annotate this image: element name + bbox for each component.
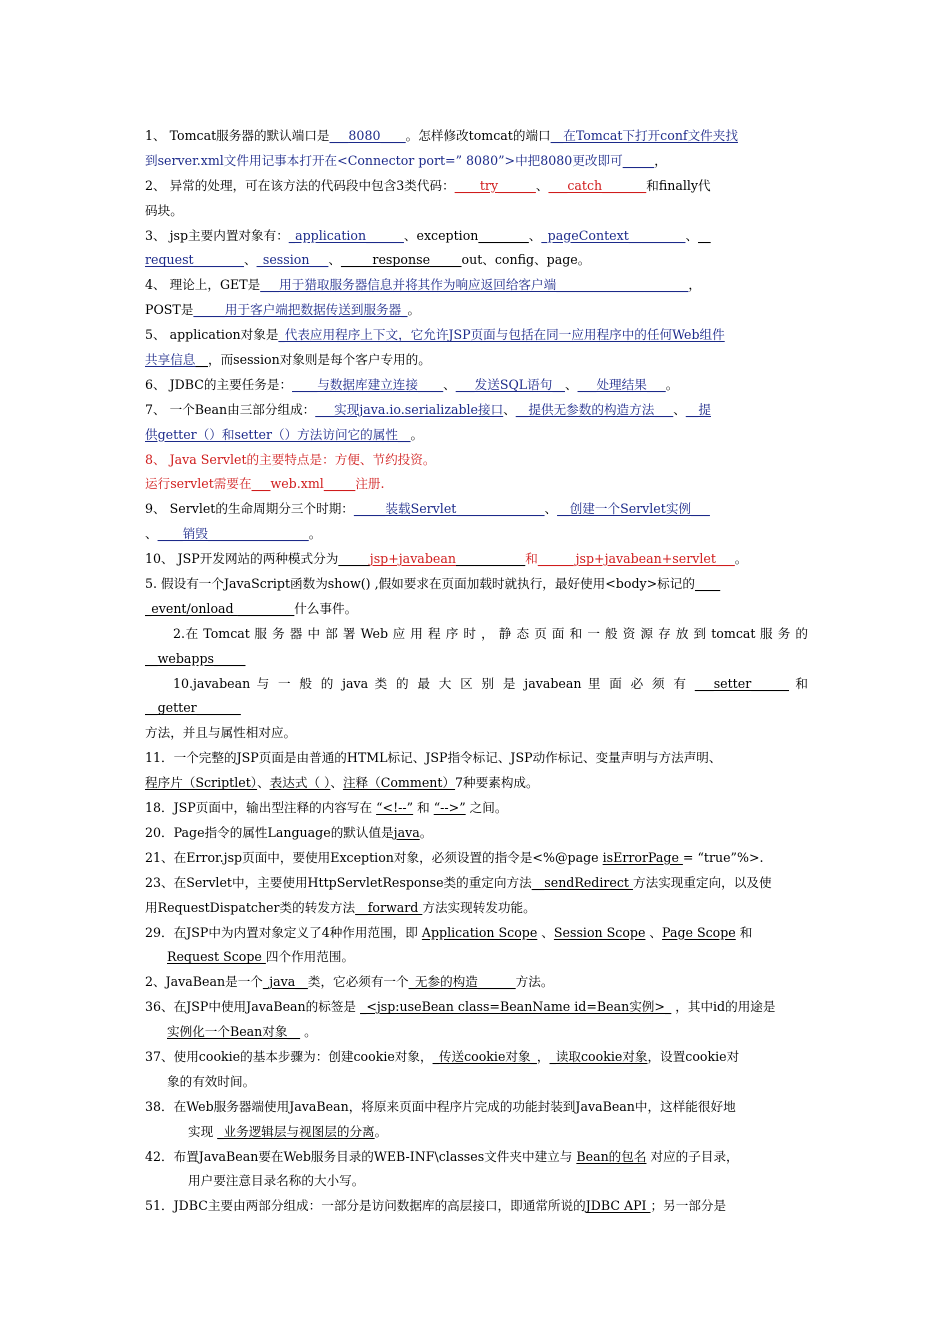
answer-blank: ____销毁________________ bbox=[157, 526, 309, 542]
text-segment: 、 bbox=[564, 376, 578, 392]
text-line bbox=[145, 1169, 808, 1194]
text-segment: = “true”%>. bbox=[682, 849, 764, 865]
answer-blank: _<jsp:useBean class=BeanName id=Bean实例>_ bbox=[360, 999, 672, 1015]
answer-blank: 程序片（Scriptlet） bbox=[145, 775, 258, 791]
text-line bbox=[145, 1145, 808, 1170]
answer-blank: _____装载Servlet______________ bbox=[353, 501, 545, 517]
answer-blank: 注释（Comment） bbox=[342, 775, 456, 791]
text-segment: 。 bbox=[308, 526, 322, 542]
text-segment: ， bbox=[654, 152, 667, 168]
text-segment: ，设置cookie对 bbox=[647, 1048, 740, 1064]
text-segment: 、 bbox=[330, 775, 343, 791]
text-segment: POST是 bbox=[145, 302, 194, 318]
text-segment: 和 bbox=[525, 551, 538, 567]
text-segment: 2、JavaBean是一个 bbox=[145, 974, 263, 990]
text-line bbox=[145, 273, 808, 298]
text-segment: 。 bbox=[374, 1123, 388, 1139]
answer-blank: _________ bbox=[237, 600, 295, 616]
text-segment: 四个作用范围。 bbox=[265, 949, 355, 965]
answer-blank: ___用于猎取服务器信息并将其作为响应返回给客户端_____________________ bbox=[260, 277, 689, 293]
text-segment: web.xml bbox=[270, 476, 324, 492]
answer-blank: 实例化一个Bean对象__ bbox=[167, 1024, 301, 1040]
text-segment: 2、 异常的处理，可在该方法的代码段中包含3类代码： bbox=[145, 177, 455, 193]
text-line bbox=[145, 597, 808, 622]
text-segment: 5. 假设有一个JavaScript函数为show() ,假如要求在页面加载时就执行，最好使用<body>标记的 bbox=[145, 576, 695, 592]
text-line bbox=[145, 970, 808, 995]
answer-blank: Bean的包名 bbox=[576, 1148, 647, 1164]
text-line bbox=[145, 672, 808, 697]
answer-blank: __提供无参数的构造方法___ bbox=[515, 401, 674, 417]
text-segment: 、exception bbox=[403, 227, 479, 243]
answer-blank: ___catch_______ bbox=[548, 177, 647, 193]
text-segment: 对应的子目录， bbox=[646, 1148, 739, 1164]
text-segment: 7、 一个Bean由三部分组成： bbox=[145, 401, 316, 417]
text-line bbox=[145, 174, 808, 199]
text-segment: 和 bbox=[735, 924, 753, 940]
text-segment: 、 bbox=[503, 401, 516, 417]
text-segment: 什么事件。 bbox=[294, 600, 358, 616]
text-segment: ， bbox=[688, 277, 702, 293]
text-segment: 。 bbox=[407, 302, 421, 318]
text-segment: 用户要注意目录名称的大小写。 bbox=[188, 1173, 365, 1189]
answer-blank: 供getter（）和setter（）方法访问它的属性__ bbox=[145, 426, 411, 442]
text-segment: 和 bbox=[789, 675, 808, 691]
answer-blank: __提 bbox=[685, 401, 711, 417]
text-line bbox=[145, 846, 808, 871]
answer-blank: _传送cookie对象_ bbox=[432, 1048, 537, 1064]
text-segment: 42．布置JavaBean要在Web服务目录的WEB-INF\classes文件夹中建立与 bbox=[145, 1148, 577, 1164]
text-line bbox=[145, 497, 808, 522]
answer-blank: jsp+javabean bbox=[369, 551, 456, 567]
text-segment: ，而session对象则是每个客户专用的。 bbox=[207, 352, 431, 368]
text-segment: 、 bbox=[443, 376, 456, 392]
answer-blank: ______jsp+javabean+servlet___ bbox=[537, 551, 735, 567]
text-segment: 象的有效时间。 bbox=[167, 1073, 256, 1089]
answer-blank: __在Tomcat下打开conf文件夹找 bbox=[550, 128, 738, 143]
text-segment: 29．在JSP中为内置对象定义了4种作用范围，即 bbox=[145, 924, 422, 940]
text-segment: 之间。 bbox=[465, 800, 508, 816]
text-segment: 23、在Servlet中，主要使用HttpServletResponse类的重定向方法 bbox=[145, 874, 532, 890]
answer-blank: __ bbox=[195, 352, 208, 368]
text-segment: 、 bbox=[685, 227, 699, 243]
answer-blank: isErrorPage bbox=[602, 849, 683, 865]
text-line bbox=[145, 696, 808, 721]
text-segment: 用RequestDispatcher类的转发方法 bbox=[145, 899, 356, 915]
text-line bbox=[145, 373, 808, 398]
answer-blank: “-->” bbox=[433, 800, 466, 816]
answer-blank: ___处理结果___ bbox=[577, 376, 666, 392]
text-segment: 类，它必须有一个 bbox=[307, 974, 409, 990]
text-segment: 、 bbox=[645, 924, 663, 940]
text-line bbox=[145, 721, 808, 746]
text-line bbox=[145, 647, 808, 672]
answer-blank: ____try______ bbox=[454, 177, 536, 193]
text-line bbox=[145, 1120, 808, 1145]
text-segment: out、config、page。 bbox=[461, 252, 591, 268]
text-line bbox=[145, 921, 808, 946]
text-line bbox=[145, 423, 808, 448]
text-segment: 方法，并且与属性相对应。 bbox=[145, 725, 297, 741]
text-line bbox=[145, 1020, 808, 1045]
text-line bbox=[145, 1095, 808, 1120]
document-body bbox=[145, 124, 808, 1219]
answer-blank: _____ bbox=[622, 152, 655, 168]
answer-blank: _____用于客户端把数据传送到服务器_ bbox=[193, 302, 408, 318]
answer-blank: _pageContext_________ bbox=[541, 227, 686, 243]
text-line bbox=[145, 622, 808, 647]
text-line bbox=[145, 771, 808, 796]
text-segment: 51．JDBC主要由两部分组成：一部分是访问数据库的高层接口，即通常所说的 bbox=[145, 1198, 586, 1214]
answer-blank: ___发送SQL语句__ bbox=[455, 376, 565, 392]
text-line bbox=[145, 572, 808, 597]
text-line bbox=[145, 1045, 808, 1070]
answer-blank: ____与数据库建立连接____ bbox=[292, 376, 444, 392]
text-segment: 。 bbox=[665, 376, 679, 392]
text-segment: 。 bbox=[734, 551, 748, 567]
answer-blank: __创建一个Servlet实例___ bbox=[557, 501, 710, 517]
text-line bbox=[145, 224, 808, 249]
text-segment: 、 bbox=[535, 177, 549, 193]
answer-blank: Application Scope bbox=[421, 924, 538, 940]
text-segment: ， bbox=[536, 1048, 550, 1064]
text-segment: 37、使用cookie的基本步骤为：创建cookie对象， bbox=[145, 1048, 433, 1064]
text-segment: ；另一部分是 bbox=[650, 1198, 727, 1214]
text-segment: 38．在Web服务器端使用JavaBean，将原来页面中程序片完成的功能封装到JavaBean中，这样能很好地 bbox=[145, 1098, 736, 1114]
text-segment: 2.在 Tomcat 服 务 器 中 部 署 Web 应 用 程 序 时 ， 静 态 页 面 和 一 般 资 源 存 放 到 tomcat 服 务 的 bbox=[173, 625, 808, 641]
text-line bbox=[145, 298, 808, 323]
text-segment: 18．JSP页面中，输出型注释的内容写在 bbox=[145, 800, 377, 816]
text-segment: 7种要素构成。 bbox=[455, 775, 539, 791]
text-line bbox=[145, 522, 808, 547]
text-segment: 10、 JSP开发网站的两种模式分为 bbox=[145, 551, 339, 567]
answer-blank: “<!--” bbox=[376, 800, 414, 816]
text-segment: 、 bbox=[145, 526, 158, 542]
text-segment: 、 bbox=[244, 252, 257, 268]
text-line bbox=[145, 448, 808, 473]
text-segment: 和finally代 bbox=[646, 177, 711, 193]
answer-blank: _代表应用程序上下文，它允许JSP页面与包括在同一应用程序中的任何Web组件 bbox=[278, 327, 725, 343]
answer-blank: __sendRedirect bbox=[531, 874, 633, 890]
text-segment: 6、 JDBC的主要任务是： bbox=[145, 376, 293, 392]
text-segment: 20．Page指令的属性Language的默认值是 bbox=[145, 824, 394, 840]
text-line bbox=[145, 871, 808, 896]
answer-blank: _____ bbox=[338, 551, 370, 567]
text-segment: 10.javabean 与 一 般 的 java 类 的 最 大 区 别 是 javabean 里 面 必 须 有 bbox=[173, 675, 695, 691]
text-line bbox=[145, 821, 808, 846]
text-segment: 码块。 bbox=[145, 202, 183, 218]
text-segment: 、 bbox=[537, 924, 554, 940]
text-line bbox=[145, 1194, 808, 1219]
text-line bbox=[145, 348, 808, 373]
text-line bbox=[145, 1070, 808, 1095]
text-segment: 和 bbox=[413, 800, 434, 816]
text-segment: 、 bbox=[328, 252, 341, 268]
answer-blank: _event/onload bbox=[145, 600, 238, 616]
text-segment: 方法。 bbox=[515, 974, 554, 990]
text-segment: 1、 Tomcat服务器的默认端口是 bbox=[145, 128, 330, 143]
text-segment: 36、在JSP中使用JavaBean的标签是 bbox=[145, 999, 361, 1015]
text-line bbox=[145, 746, 808, 771]
answer-blank: __ bbox=[698, 227, 711, 243]
text-line bbox=[145, 995, 808, 1020]
text-segment: 注册. bbox=[355, 476, 385, 492]
answer-blank: __webapps_____ bbox=[145, 650, 246, 666]
answer-blank: ____ bbox=[380, 128, 406, 143]
answer-blank: _无参的构造______ bbox=[408, 974, 516, 990]
answer-blank: ___实现java.io.serializable接口 bbox=[315, 401, 504, 417]
text-line bbox=[145, 398, 808, 423]
text-line bbox=[145, 472, 808, 497]
text-segment: 3、 jsp主要内置对象有： bbox=[145, 227, 289, 243]
text-segment: 。 bbox=[419, 824, 433, 840]
text-segment: 21、在Error.jsp页面中，要使用Exception对象，必须设置的指令是<%@page bbox=[145, 849, 603, 865]
text-segment: 。 bbox=[410, 426, 424, 442]
answer-blank: Session Scope bbox=[553, 924, 646, 940]
answer-blank: ________ bbox=[478, 227, 529, 243]
text-segment: ，其中id的用途是 bbox=[671, 999, 776, 1015]
answer-blank: _____response_____ bbox=[340, 252, 462, 268]
answer-blank: _java__ bbox=[262, 974, 308, 990]
answer-blank: ___ bbox=[251, 476, 271, 492]
text-line bbox=[145, 323, 808, 348]
answer-blank: ___ bbox=[329, 128, 349, 143]
text-line bbox=[145, 796, 808, 821]
text-segment: 方法实现重定向，以及使 bbox=[633, 874, 772, 890]
text-line bbox=[145, 547, 808, 572]
answer-blank: __getter_______ bbox=[145, 700, 241, 716]
answer-blank: ___________ bbox=[455, 551, 526, 567]
text-segment: 方法实现转发功能。 bbox=[422, 899, 536, 915]
answer-blank: ___setter______ bbox=[694, 675, 789, 691]
answer-blank: JDBC API bbox=[585, 1198, 651, 1214]
text-segment: 5、 application对象是 bbox=[145, 327, 279, 343]
answer-blank: request________ bbox=[145, 252, 244, 268]
text-segment: 实现 bbox=[188, 1123, 218, 1139]
text-segment: 11．一个完整的JSP页面是由普通的HTML标记、JSP指令标记、JSP动作标记、变量声明与方法声明、 bbox=[145, 750, 722, 766]
text-segment: 到server.xml文件用记事本打开在<Connector port=” 8080”>中把8080更改即可 bbox=[145, 152, 623, 168]
text-segment: 。 bbox=[300, 1024, 317, 1040]
text-segment: 运行servlet需要在 bbox=[145, 476, 252, 492]
answer-blank: java bbox=[393, 824, 420, 840]
answer-blank: _session___ bbox=[256, 252, 329, 268]
text-line bbox=[145, 149, 808, 174]
answer-blank: 8080 bbox=[348, 128, 381, 143]
answer-blank: 共享信息 bbox=[145, 352, 196, 368]
answer-blank: _____ bbox=[323, 476, 356, 492]
text-segment: 8、 Java Servlet的主要特点是：方便、节约投资。 bbox=[145, 451, 436, 467]
text-segment: 、 bbox=[544, 501, 558, 517]
answer-blank: 表达式（ ） bbox=[269, 775, 331, 791]
text-segment: 、 bbox=[257, 775, 270, 791]
answer-blank: _业务逻辑层与视图层的分离 bbox=[217, 1123, 375, 1139]
text-segment: 9、 Servlet的生命周期分三个时期： bbox=[145, 501, 354, 517]
text-line bbox=[145, 896, 808, 921]
answer-blank: __forward bbox=[355, 899, 423, 915]
text-segment: 、 bbox=[673, 401, 686, 417]
text-line bbox=[145, 945, 808, 970]
text-segment: 4、 理论上，GET是 bbox=[145, 277, 261, 293]
answer-blank: _读取cookie对象 bbox=[549, 1048, 648, 1064]
text-line bbox=[145, 124, 808, 149]
answer-blank: ____ bbox=[694, 576, 721, 592]
text-line bbox=[145, 248, 808, 273]
text-line bbox=[145, 199, 808, 224]
answer-blank: _application______ bbox=[288, 227, 404, 243]
text-segment: 、 bbox=[528, 227, 542, 243]
answer-blank: Request Scope bbox=[167, 949, 266, 965]
answer-blank: Page Scope bbox=[662, 924, 736, 940]
text-segment: 。怎样修改tomcat的端口 bbox=[405, 128, 551, 143]
